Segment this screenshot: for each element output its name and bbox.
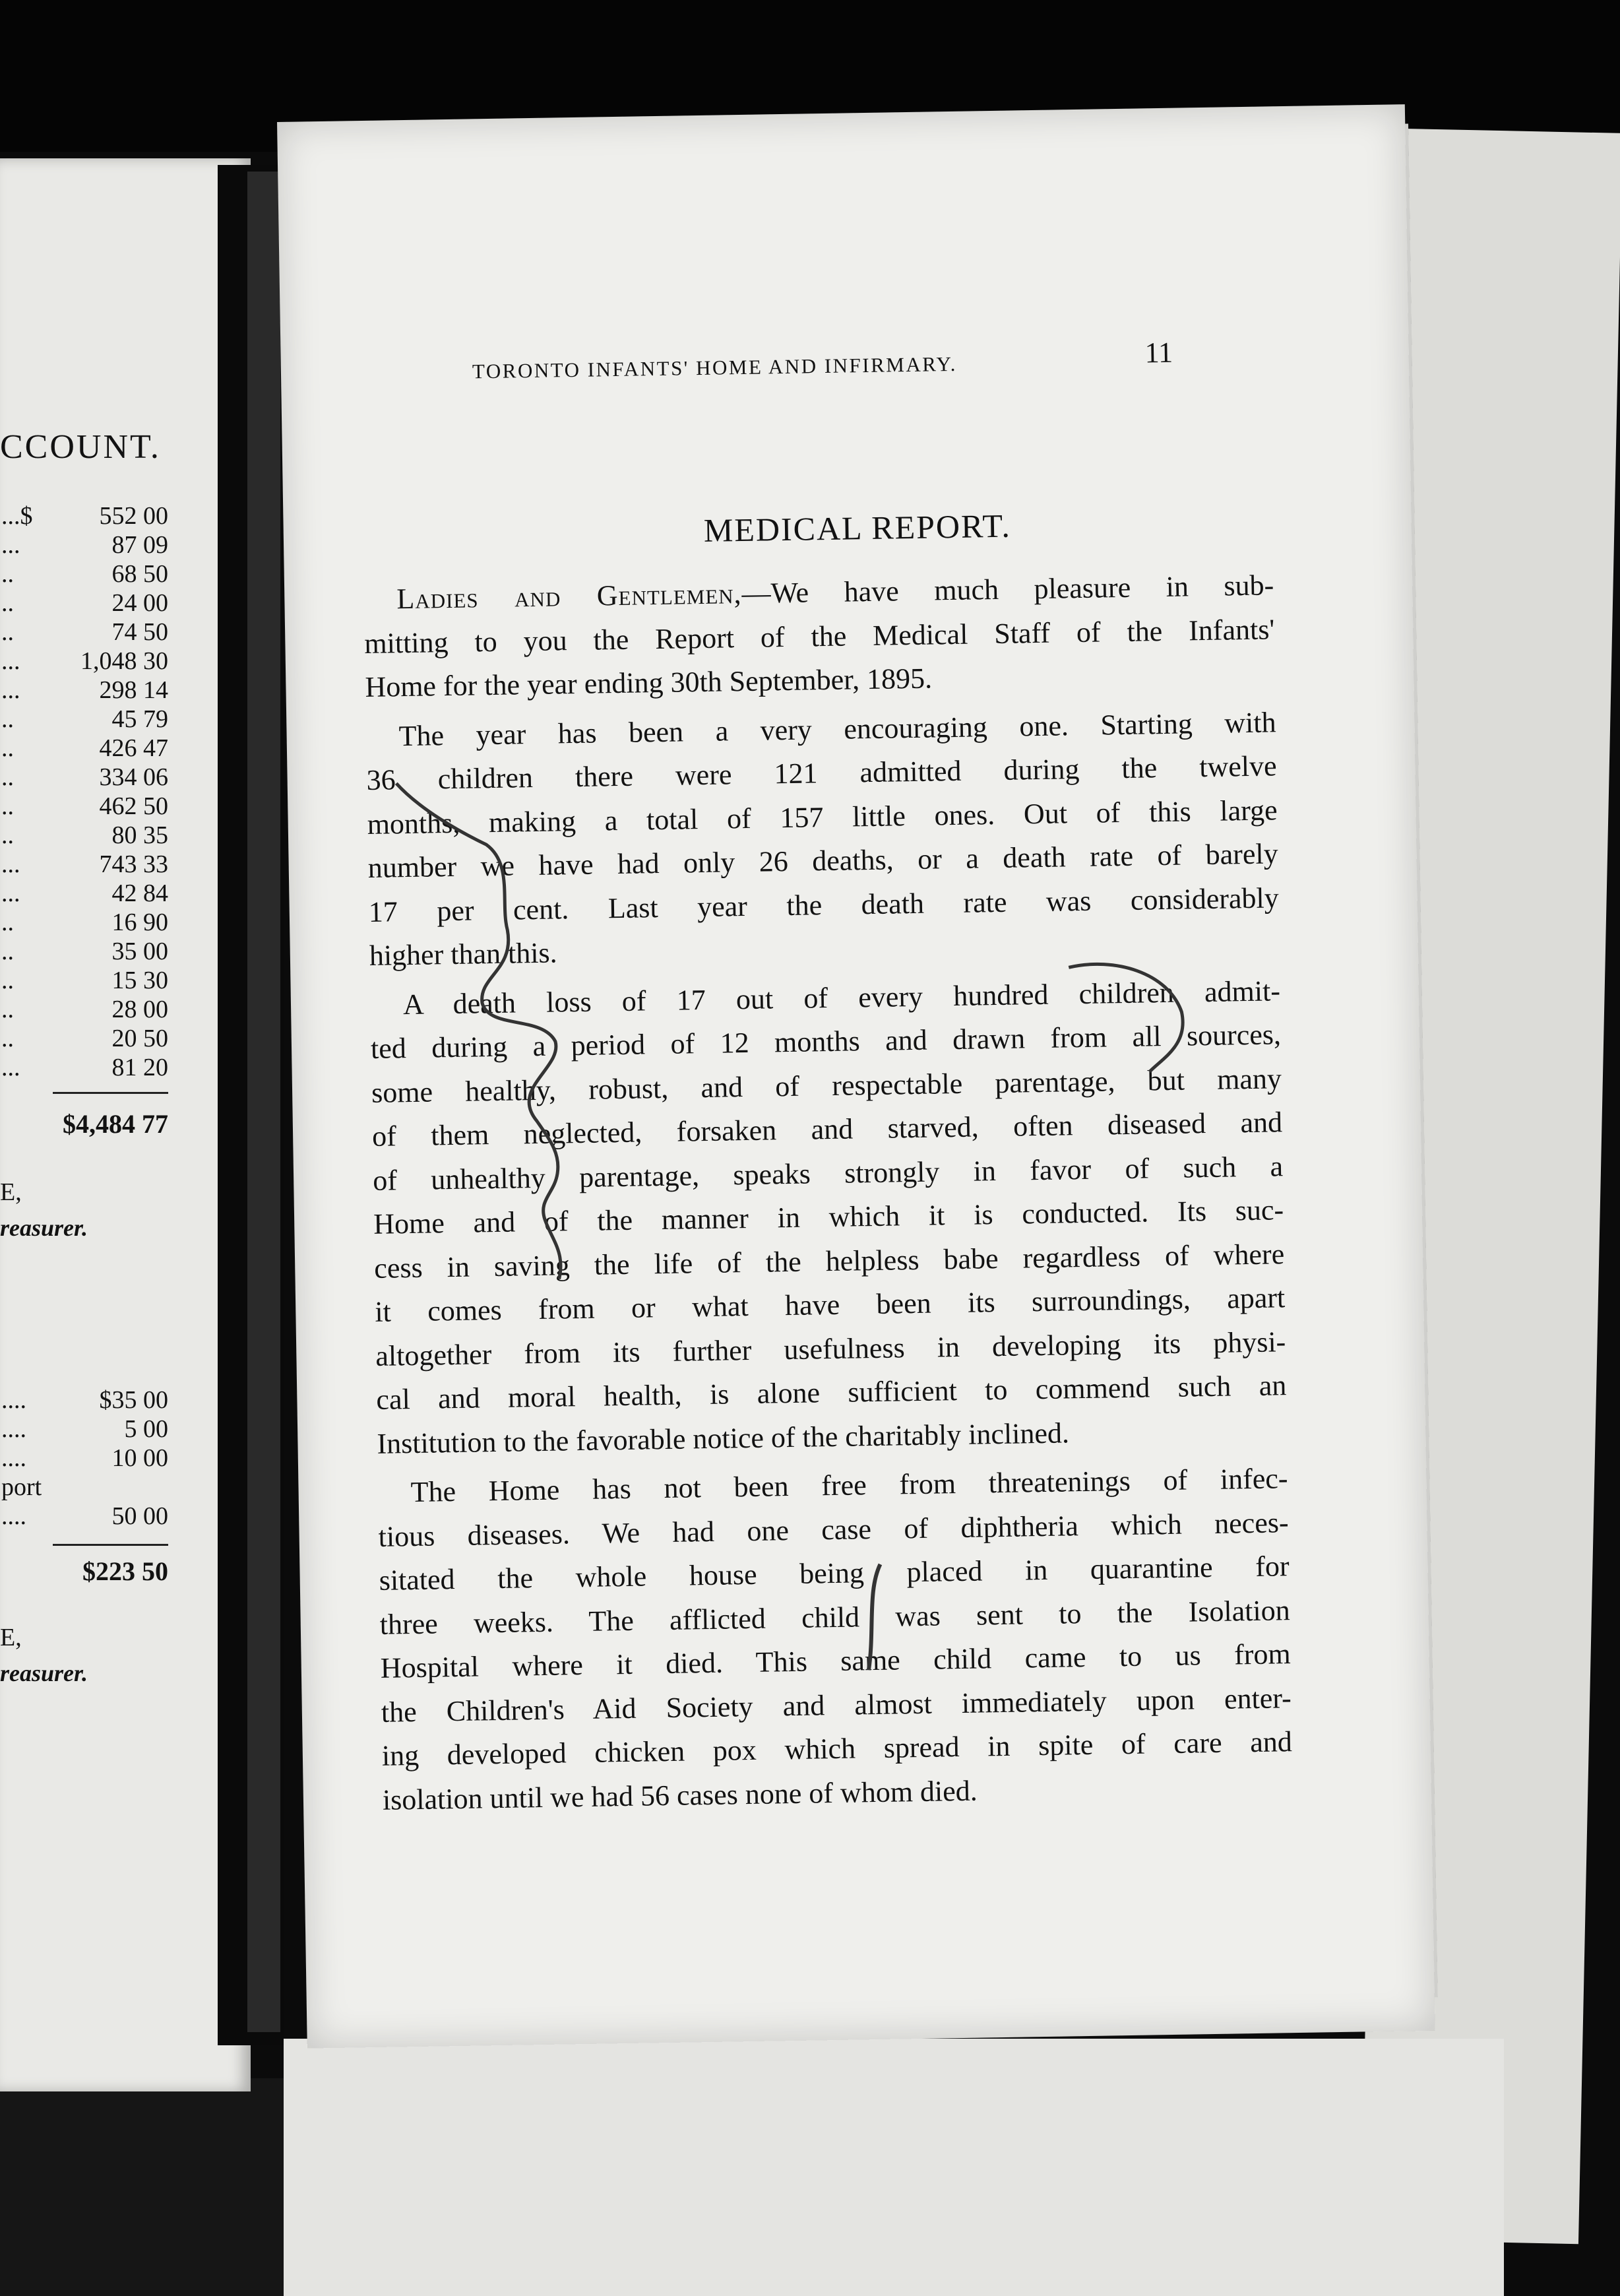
report-line: three weeks. The afflicted child was sent to the Isolation (379, 1594, 1291, 1641)
signature-initial: E, (0, 1178, 22, 1206)
account-row-leader: ... (1, 879, 20, 907)
account-row-amount: 45 79 (111, 705, 168, 733)
account-row-amount: 28 00 (111, 996, 168, 1023)
account-row (0, 1024, 168, 1053)
account-row-leader: .. (1, 996, 14, 1023)
report-line: 36 children there were 121 admitted during the twelve (366, 749, 1277, 796)
account-row-amount: 10 00 (111, 1444, 168, 1472)
account-row-leader: ... (1, 1054, 20, 1081)
account-row-amount: 462 50 (99, 792, 168, 820)
report-line: the Children's Aid Society and almost immediately upon enter- (381, 1682, 1292, 1729)
report-line: ted during a period of 12 months and drawn from all sources, (370, 1018, 1282, 1065)
account-row-leader: .. (1, 821, 14, 849)
report-line: Institution to the favorable notice of the charitably inclined. (377, 1417, 1070, 1460)
report-line-text: —We have much pleasure in sub- (741, 569, 1274, 610)
report-line: higher than this. (369, 936, 557, 972)
account-row-amount: 24 00 (111, 589, 168, 617)
account-row (0, 995, 168, 1024)
second-total-rule (53, 1544, 168, 1546)
report-line: isolation until we had 56 cases none of whom died. (382, 1774, 978, 1816)
account-row-amount: 68 50 (111, 560, 168, 588)
report-line: A death loss of 17 out of every hundred children admit- (402, 974, 1281, 1021)
account-row-amount: 74 50 (111, 618, 168, 646)
account-row (0, 1415, 168, 1444)
report-line: cal and moral health, is alone sufficient to commend such an (376, 1369, 1287, 1416)
account-row-leader: .. (1, 967, 14, 994)
right-page (277, 104, 1435, 2048)
account-row-amount: 81 20 (111, 1054, 168, 1081)
account-row (0, 850, 168, 879)
report-line: some healthy, robust, and of respectable parentage, but many (371, 1062, 1282, 1109)
account-row-leader: .... (1, 1415, 26, 1443)
account-row-leader: ... (1, 647, 20, 675)
report-line: Hospital where it died. This same child came to us from (380, 1638, 1292, 1684)
report-line: months, making a total of 157 little ones. Out of this large (367, 794, 1278, 841)
account-row-leader: .. (1, 763, 14, 791)
running-head: TORONTO INFANTS' HOME AND INFIRMARY. (472, 352, 958, 383)
background-dark-corner (0, 2078, 284, 2296)
account-row-leader: .. (1, 589, 14, 617)
account-row-leader: .... (1, 1386, 26, 1414)
report-line: number we have had only 26 deaths, or a death rate of barely (367, 837, 1278, 884)
account-row-leader: ... (1, 850, 20, 878)
account-row-amount: 552 00 (99, 502, 168, 530)
account-row-leader: ... (1, 531, 20, 559)
bottom-sheet (284, 2039, 1504, 2296)
report-line: of unhealthy parentage, speaks strongly in favor of such a (372, 1150, 1284, 1197)
account-row (0, 937, 168, 966)
report-line: Home for the year ending 30th September, 1895. (365, 662, 933, 704)
report-line: cess in saving the life of the helpless babe regardless of where (373, 1238, 1285, 1285)
pencil-marks (277, 104, 1435, 2048)
report-line: ing developed chicken pox which spread in spite of care and (381, 1725, 1293, 1772)
account-row (0, 1444, 168, 1473)
account-row-amount: 334 06 (99, 763, 168, 791)
pencil-stroke-right (1069, 963, 1183, 1073)
report-line: altogether from its further usefulness in developing its physi- (375, 1325, 1286, 1372)
account-row (0, 530, 168, 559)
account-row (0, 618, 168, 647)
report-line: of them neglected, forsaken and starved, often diseased and (371, 1106, 1283, 1153)
account-row (0, 1502, 168, 1531)
account-row (0, 763, 168, 792)
account-row-leader: .. (1, 1025, 14, 1052)
account-row-leader: .... (1, 1444, 26, 1472)
signature-role: reasurer. (0, 1215, 88, 1241)
account-row-leader: .. (1, 618, 14, 646)
report-line: Home and of the manner in which it is conducted. Its suc- (373, 1194, 1284, 1240)
account-row-leader: .. (1, 560, 14, 588)
report-line: it comes from or what have been its surroundings, apart (374, 1281, 1286, 1328)
account-row (0, 647, 168, 676)
account-row-leader: .. (1, 909, 14, 936)
pencil-stroke-bracket (867, 1564, 882, 1670)
account-total: $4,484 77 (63, 1109, 168, 1139)
account-row (0, 676, 168, 705)
page-number: 11 (1144, 336, 1173, 369)
report-line: tious diseases. We had one case of diphtheria which neces- (378, 1506, 1289, 1553)
gutter-edge (247, 172, 280, 2032)
account-row-leader: ... (1, 676, 20, 704)
account-row (0, 589, 168, 618)
account-row (0, 966, 168, 995)
report-line: sitated the whole house being placed in quarantine for (379, 1550, 1290, 1597)
account-row-amount: 50 00 (111, 1502, 168, 1530)
account-row (0, 821, 168, 850)
account-row-amount: 35 00 (111, 938, 168, 965)
account-row-amount: 5 00 (124, 1415, 168, 1443)
account-row-leader: .. (1, 792, 14, 820)
account-row (0, 705, 168, 734)
account-row (0, 1473, 168, 1502)
account-row-amount: 1,048 30 (80, 647, 168, 675)
account-row-leader: .... (1, 1502, 26, 1530)
account-row (0, 559, 168, 589)
second-signature-initial: E, (0, 1624, 22, 1651)
account-row-amount: 15 30 (111, 967, 168, 994)
left-page (0, 158, 251, 2091)
account-row-leader: .. (1, 705, 14, 733)
account-row-leader: port (1, 1473, 42, 1501)
account-row-amount: 743 33 (99, 850, 168, 878)
account-row (0, 1053, 168, 1082)
second-total: $223 50 (82, 1556, 168, 1586)
account-row-amount: 80 35 (111, 821, 168, 849)
account-row-amount: 16 90 (111, 909, 168, 936)
account-row-leader: .. (1, 938, 14, 965)
second-signature-role: reasurer. (0, 1660, 88, 1686)
account-row-amount: 42 84 (111, 879, 168, 907)
salutation: Ladies and Gentlemen, (396, 577, 742, 616)
report-line: The year has been a very encouraging one. Starting with (398, 706, 1276, 753)
account-row-amount: 426 47 (99, 734, 168, 762)
pencil-stroke-left (396, 781, 561, 1282)
report-line: mitting to you the Report of the Medical Staff of the Infants' (364, 613, 1275, 660)
account-row-amount: 298 14 (99, 676, 168, 704)
account-row (0, 501, 168, 530)
account-row (0, 879, 168, 908)
account-row (0, 792, 168, 821)
account-row (0, 908, 168, 937)
report-line: The Home has not been free from threatenings of infec- (410, 1462, 1288, 1509)
account-row (0, 1386, 168, 1415)
report-line: 17 per cent. Last year the death rate was considerably (368, 881, 1280, 928)
account-row-amount: $35 00 (99, 1386, 168, 1414)
account-heading: CCOUNT. (0, 428, 161, 466)
account-row-leader: .. (1, 734, 14, 762)
account-row (0, 734, 168, 763)
account-row-amount: 20 50 (111, 1025, 168, 1052)
account-row-amount: 87 09 (111, 531, 168, 559)
total-rule (53, 1092, 168, 1094)
account-row-leader: ...$ (1, 502, 33, 530)
section-title: MEDICAL REPORT. (703, 507, 1012, 549)
